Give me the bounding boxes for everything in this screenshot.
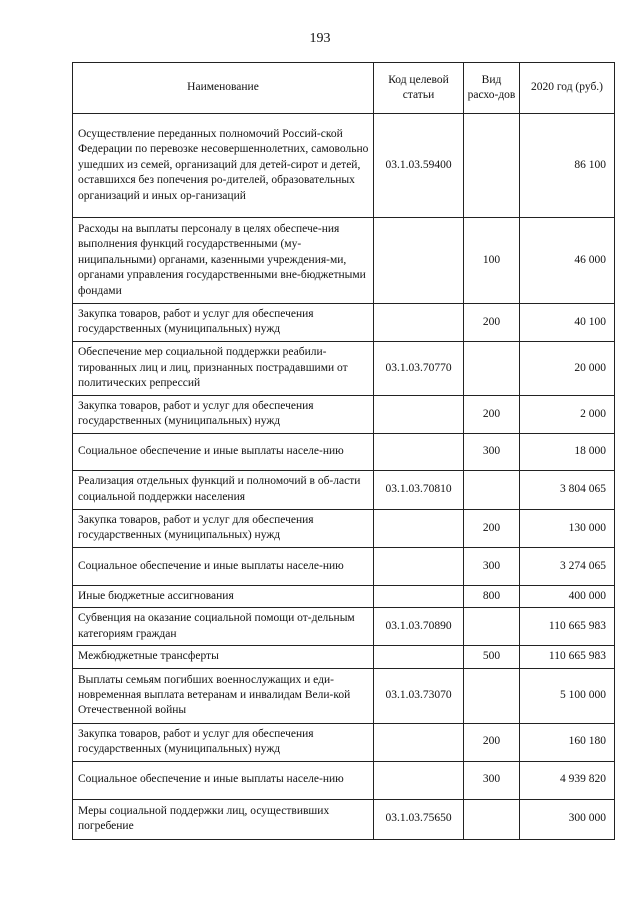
row-name: Расходы на выплаты персоналу в целях обеспече-ния выполнения функций государственными (му-ниципальными) органами, казенными учреждения-ми, органами управления государственными вне-бюджетными фондами bbox=[73, 218, 374, 304]
row-name: Иные бюджетные ассигнования bbox=[73, 585, 374, 607]
row-kind: 800 bbox=[464, 585, 520, 607]
table-row bbox=[73, 723, 615, 761]
row-amount: 300 000 bbox=[520, 799, 615, 839]
row-kind: 300 bbox=[464, 761, 520, 799]
page-number: 193 bbox=[309, 31, 331, 46]
row-amount: 4 939 820 bbox=[520, 761, 615, 799]
table-row bbox=[73, 395, 615, 433]
row-amount: 46 000 bbox=[520, 218, 615, 304]
row-name: Реализация отдельных функций и полномочий в об-ласти социальной поддержки населения bbox=[73, 470, 374, 509]
row-amount: 110 665 983 bbox=[520, 608, 615, 646]
row-kind: 200 bbox=[464, 395, 520, 433]
row-kind bbox=[464, 608, 520, 646]
row-code bbox=[374, 509, 464, 547]
table-row bbox=[73, 585, 615, 607]
row-name: Межбюджетные трансферты bbox=[73, 646, 374, 668]
row-kind bbox=[464, 114, 520, 218]
row-code bbox=[374, 547, 464, 585]
table-header-row bbox=[73, 63, 615, 114]
row-name: Выплаты семьям погибших военнослужащих и еди-новременная выплата ветеранам и инвалидам Вели-кой Отечественной войны bbox=[73, 668, 374, 723]
row-amount: 86 100 bbox=[520, 114, 615, 218]
table-row bbox=[73, 341, 615, 395]
row-code bbox=[374, 433, 464, 470]
row-name: Социальное обеспечение и иные выплаты населе-нию bbox=[73, 433, 374, 470]
row-kind: 300 bbox=[464, 433, 520, 470]
row-amount: 20 000 bbox=[520, 341, 615, 395]
table-row bbox=[73, 304, 615, 342]
row-kind bbox=[464, 470, 520, 509]
table-row bbox=[73, 799, 615, 839]
row-amount: 5 100 000 bbox=[520, 668, 615, 723]
row-kind: 200 bbox=[464, 723, 520, 761]
row-code bbox=[374, 761, 464, 799]
row-kind: 500 bbox=[464, 646, 520, 668]
row-code bbox=[374, 646, 464, 668]
row-kind: 200 bbox=[464, 304, 520, 342]
row-code bbox=[374, 218, 464, 304]
table-row bbox=[73, 433, 615, 470]
table-row bbox=[73, 761, 615, 799]
row-name: Социальное обеспечение и иные выплаты населе-нию bbox=[73, 761, 374, 799]
row-kind: 300 bbox=[464, 547, 520, 585]
row-amount: 3 804 065 bbox=[520, 470, 615, 509]
row-kind bbox=[464, 799, 520, 839]
header-code: Код целевой статьи bbox=[374, 63, 464, 114]
row-code bbox=[374, 723, 464, 761]
row-code bbox=[374, 304, 464, 342]
row-kind: 200 bbox=[464, 509, 520, 547]
table-row bbox=[73, 608, 615, 646]
row-kind bbox=[464, 668, 520, 723]
row-code: 03.1.03.70890 bbox=[374, 608, 464, 646]
row-code: 03.1.03.70770 bbox=[374, 341, 464, 395]
row-amount: 400 000 bbox=[520, 585, 615, 607]
row-code: 03.1.03.70810 bbox=[374, 470, 464, 509]
row-amount: 160 180 bbox=[520, 723, 615, 761]
row-code bbox=[374, 585, 464, 607]
row-name: Закупка товаров, работ и услуг для обеспечения государственных (муниципальных) нужд bbox=[73, 395, 374, 433]
row-name: Субвенция на оказание социальной помощи от-дельным категориям граждан bbox=[73, 608, 374, 646]
row-name: Обеспечение мер социальной поддержки реабили-тированных лиц и лиц, признанных пострадавшими от политических репрессий bbox=[73, 341, 374, 395]
table-row bbox=[73, 509, 615, 547]
row-code: 03.1.03.73070 bbox=[374, 668, 464, 723]
row-code: 03.1.03.75650 bbox=[374, 799, 464, 839]
table-row bbox=[73, 646, 615, 668]
header-amount: 2020 год (руб.) bbox=[520, 63, 615, 114]
row-kind bbox=[464, 341, 520, 395]
table-row bbox=[73, 668, 615, 723]
table-row bbox=[73, 547, 615, 585]
table-row bbox=[73, 218, 615, 304]
row-amount: 3 274 065 bbox=[520, 547, 615, 585]
row-name: Закупка товаров, работ и услуг для обеспечения государственных (муниципальных) нужд bbox=[73, 304, 374, 342]
row-amount: 2 000 bbox=[520, 395, 615, 433]
header-kind: Вид расхо-дов bbox=[464, 63, 520, 114]
budget-table bbox=[72, 62, 615, 840]
row-kind: 100 bbox=[464, 218, 520, 304]
row-name: Закупка товаров, работ и услуг для обеспечения государственных (муниципальных) нужд bbox=[73, 509, 374, 547]
header-name: Наименование bbox=[73, 63, 374, 114]
row-amount: 130 000 bbox=[520, 509, 615, 547]
row-name: Закупка товаров, работ и услуг для обеспечения государственных (муниципальных) нужд bbox=[73, 723, 374, 761]
row-code: 03.1.03.59400 bbox=[374, 114, 464, 218]
row-amount: 18 000 bbox=[520, 433, 615, 470]
row-name: Осуществление переданных полномочий Россий-ской Федерации по перевозке несовершеннолетних, самовольно ушедших из семей, организаций для детей-сирот и детей, оставшихся без попечения ро-дителей, образовательных организаций и иных ор-ганизаций bbox=[73, 114, 374, 218]
table-row bbox=[73, 114, 615, 218]
table-row bbox=[73, 470, 615, 509]
row-amount: 110 665 983 bbox=[520, 646, 615, 668]
row-name: Меры социальной поддержки лиц, осуществивших погребение bbox=[73, 799, 374, 839]
row-code bbox=[374, 395, 464, 433]
row-amount: 40 100 bbox=[520, 304, 615, 342]
row-name: Социальное обеспечение и иные выплаты населе-нию bbox=[73, 547, 374, 585]
